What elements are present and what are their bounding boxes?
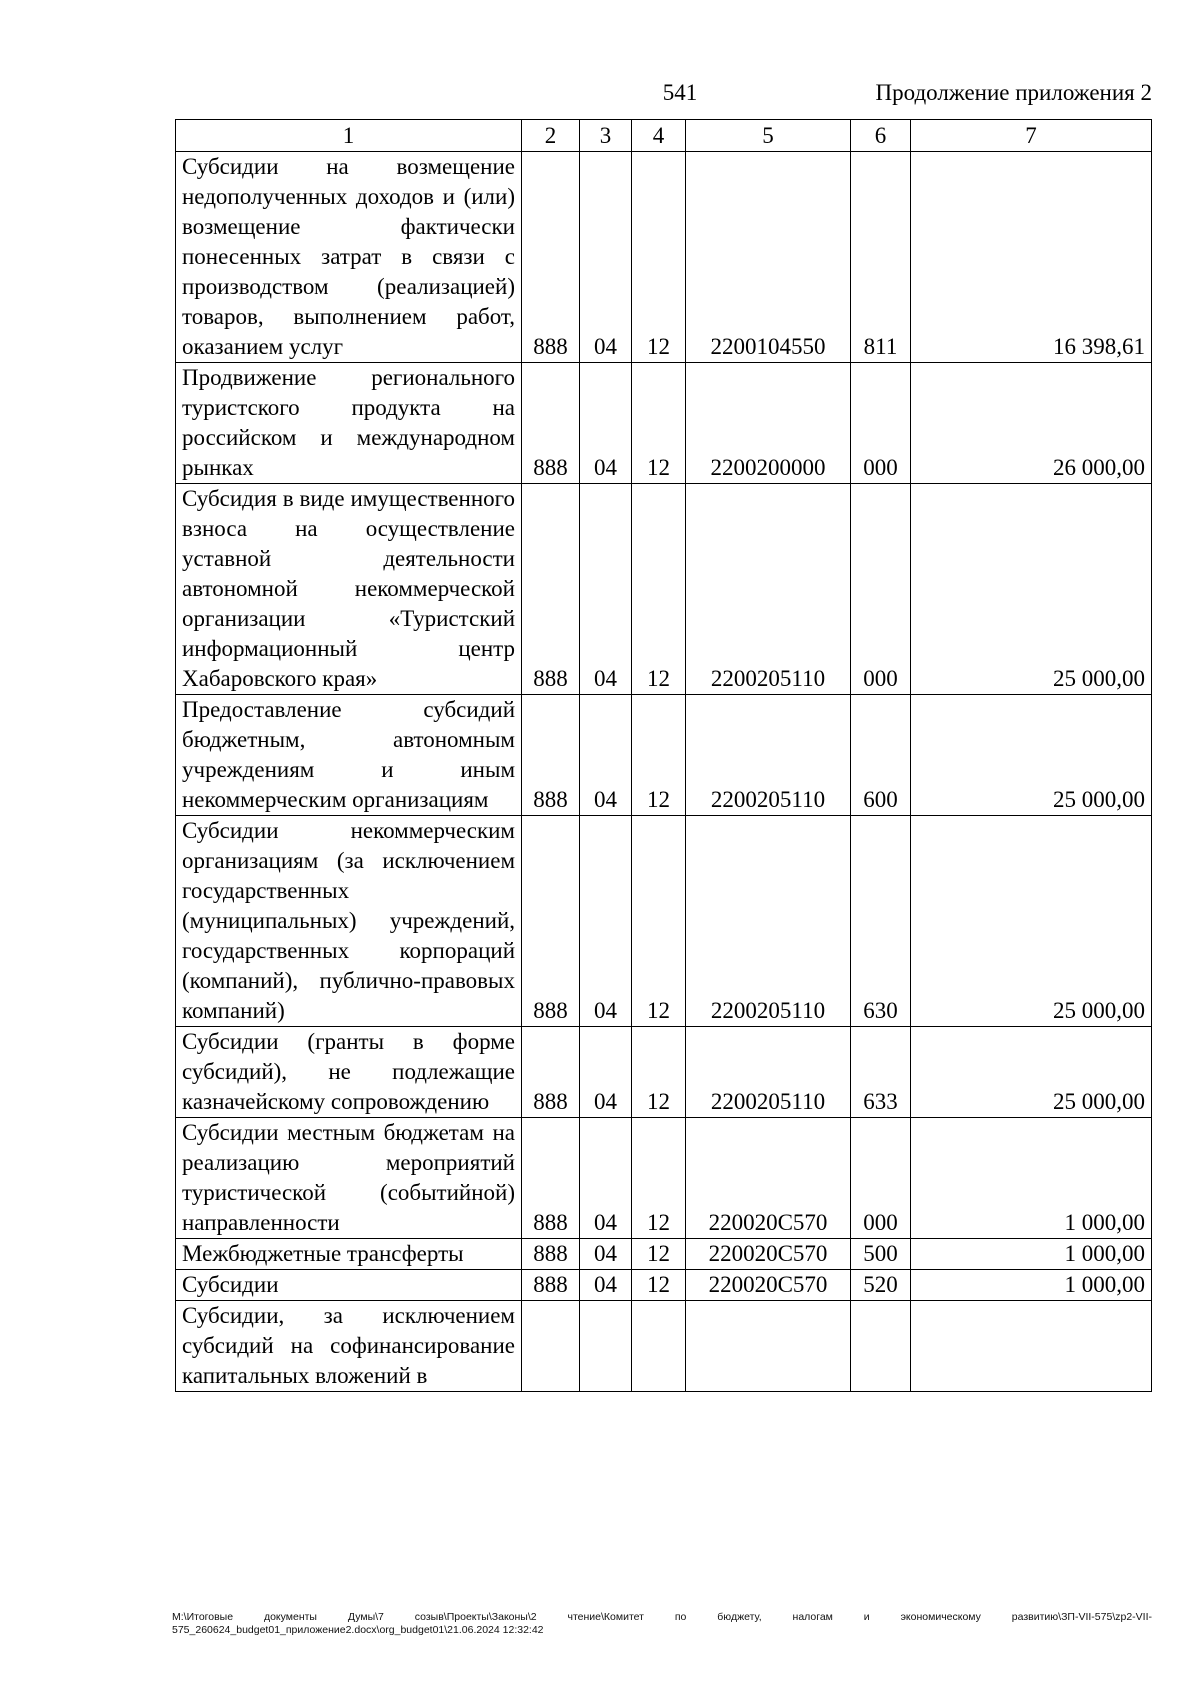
cell-section: 04 <box>580 1239 632 1270</box>
file-path-footer: M:\Итоговые документы Думы\7 созыв\Проекты\Законы\2 чтение\Комитет по бюджету, налогам и экономическому развитию\ЗП-VII-575\zp2-VII-575_260624_budget01_приложение2.docx\org_budget01\21.06.2024 12:32:42 <box>172 1611 1152 1636</box>
cell-code: 888 <box>522 363 580 484</box>
row-name: Межбюджетные трансферты <box>176 1239 522 1270</box>
cell-subsection: 12 <box>632 152 686 363</box>
cell-section: 04 <box>580 816 632 1027</box>
cell-target: 2200200000 <box>686 363 851 484</box>
cell-target: 220020С570 <box>686 1270 851 1301</box>
cell-target: 2200205110 <box>686 816 851 1027</box>
cell-code: 888 <box>522 484 580 695</box>
cell-section: 04 <box>580 152 632 363</box>
column-header: 5 <box>686 120 851 152</box>
row-name: Предоставление субсидий бюджетным, автономным учреждениям и иным некоммерческим организациям <box>176 695 522 816</box>
cell-amount: 1 000,00 <box>911 1239 1152 1270</box>
cell-expense-type: 633 <box>851 1027 911 1118</box>
table-row <box>176 1301 1152 1392</box>
cell-code: 888 <box>522 816 580 1027</box>
cell-target: 2200104550 <box>686 152 851 363</box>
column-header: 2 <box>522 120 580 152</box>
cell-target: 2200205110 <box>686 695 851 816</box>
cell-expense-type: 000 <box>851 484 911 695</box>
cell-subsection: 12 <box>632 1118 686 1239</box>
cell-code: 888 <box>522 1118 580 1239</box>
cell-expense-type: 630 <box>851 816 911 1027</box>
cell-section: 04 <box>580 1270 632 1301</box>
cell-section: 04 <box>580 1118 632 1239</box>
cell-code: 888 <box>522 1270 580 1301</box>
cell-subsection: 12 <box>632 484 686 695</box>
budget-table <box>175 119 1152 1392</box>
cell-amount: 25 000,00 <box>911 695 1152 816</box>
cell-code <box>522 1301 580 1392</box>
row-name: Субсидии местным бюджетам на реализацию мероприятий туристической (событийной) направленности <box>176 1118 522 1239</box>
row-name: Субсидии <box>176 1270 522 1301</box>
cell-section: 04 <box>580 363 632 484</box>
page-number: 541 <box>662 80 698 105</box>
cell-code: 888 <box>522 152 580 363</box>
cell-amount: 1 000,00 <box>911 1270 1152 1301</box>
column-header: 6 <box>851 120 911 152</box>
cell-target: 2200205110 <box>686 1027 851 1118</box>
cell-expense-type <box>851 1301 911 1392</box>
cell-subsection: 12 <box>632 816 686 1027</box>
table-row <box>176 484 1152 695</box>
cell-subsection: 12 <box>632 363 686 484</box>
cell-subsection <box>632 1301 686 1392</box>
cell-section: 04 <box>580 484 632 695</box>
row-name: Продвижение регионального туристского продукта на российском и международном рынках <box>176 363 522 484</box>
cell-subsection: 12 <box>632 695 686 816</box>
cell-target: 2200205110 <box>686 484 851 695</box>
cell-amount: 26 000,00 <box>911 363 1152 484</box>
table-row <box>176 816 1152 1027</box>
table-row <box>176 152 1152 363</box>
cell-amount <box>911 1301 1152 1392</box>
column-header: 7 <box>911 120 1152 152</box>
cell-section: 04 <box>580 1027 632 1118</box>
cell-code: 888 <box>522 695 580 816</box>
column-header: 1 <box>176 120 522 152</box>
cell-target <box>686 1301 851 1392</box>
row-name: Субсидии (гранты в форме субсидий), не подлежащие казначейскому сопровождению <box>176 1027 522 1118</box>
cell-subsection: 12 <box>632 1270 686 1301</box>
cell-amount: 16 398,61 <box>911 152 1152 363</box>
cell-amount: 1 000,00 <box>911 1118 1152 1239</box>
cell-code: 888 <box>522 1239 580 1270</box>
cell-expense-type: 500 <box>851 1239 911 1270</box>
table-row <box>176 363 1152 484</box>
column-header: 4 <box>632 120 686 152</box>
cell-expense-type: 600 <box>851 695 911 816</box>
table-row <box>176 1118 1152 1239</box>
cell-expense-type: 000 <box>851 1118 911 1239</box>
cell-expense-type: 520 <box>851 1270 911 1301</box>
cell-amount: 25 000,00 <box>911 1027 1152 1118</box>
cell-amount: 25 000,00 <box>911 484 1152 695</box>
cell-target: 220020С570 <box>686 1118 851 1239</box>
cell-amount: 25 000,00 <box>911 816 1152 1027</box>
row-name: Субсидии, за исключением субсидий на софинансирование капитальных вложений в <box>176 1301 522 1392</box>
cell-subsection: 12 <box>632 1239 686 1270</box>
cell-section: 04 <box>580 695 632 816</box>
cell-section <box>580 1301 632 1392</box>
cell-expense-type: 000 <box>851 363 911 484</box>
row-name: Субсидии некоммерческим организациям (за исключением государственных (муниципальных) учреждений, государственных корпораций (компаний), публично-правовых компаний) <box>176 816 522 1027</box>
table-row <box>176 1270 1152 1301</box>
continuation-label: Продолжение приложения 2 <box>875 80 1152 105</box>
cell-expense-type: 811 <box>851 152 911 363</box>
cell-target: 220020С570 <box>686 1239 851 1270</box>
row-name: Субсидии на возмещение недополученных доходов и (или) возмещение фактически понесенных затрат в связи с производством (реализацией) товаров, выполнением работ, оказанием услуг <box>176 152 522 363</box>
column-header: 3 <box>580 120 632 152</box>
table-row <box>176 1239 1152 1270</box>
cell-subsection: 12 <box>632 1027 686 1118</box>
table-header-row <box>176 120 1152 152</box>
cell-code: 888 <box>522 1027 580 1118</box>
row-name: Субсидия в виде имущественного взноса на осуществление уставной деятельности автономной некоммерческой организации «Туристский информационный центр Хабаровского края» <box>176 484 522 695</box>
table-row <box>176 695 1152 816</box>
table-row <box>176 1027 1152 1118</box>
